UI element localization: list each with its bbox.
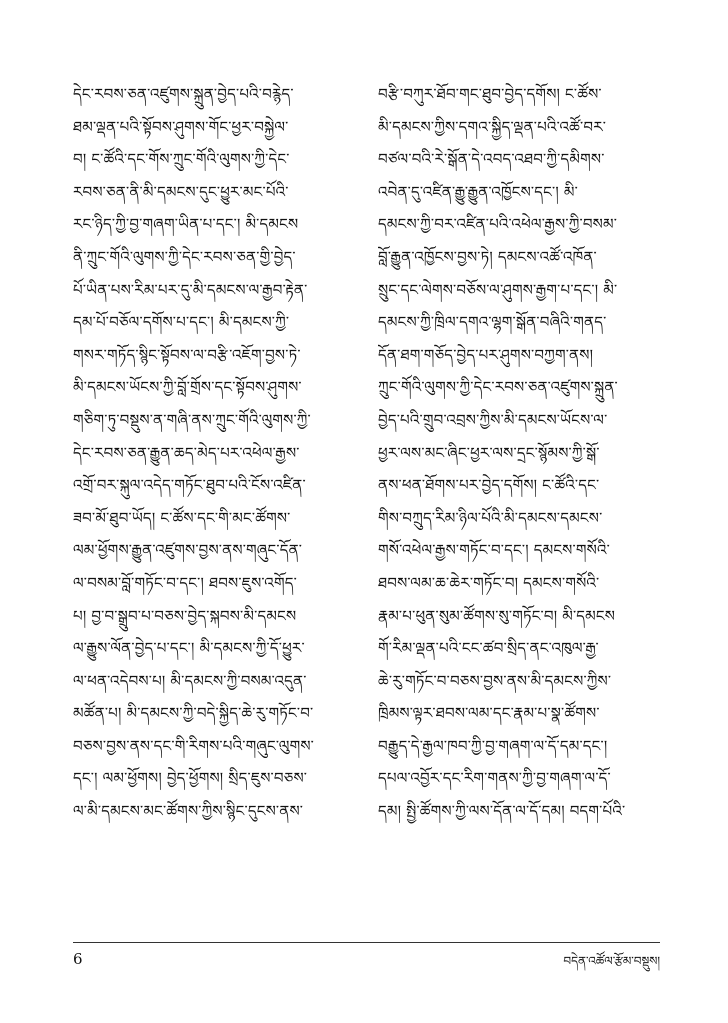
text-line: འབེན་དུ་འཛིན་རྒྱུ་རྒྱུན་འཁྱོངས་དང་། མི་	[378, 182, 578, 201]
text-line: དེང་རབས་ཅན་འཛུགས་སྐྲུན་བྱེད་པའི་བརྙེད་	[73, 85, 294, 103]
text-line: གིས་བཀྲུད་རིམ་ཉིལ་པོའི་མི་དམངས་དམངས་	[378, 508, 603, 527]
text-line: རྣམ་པ་ཕུན་སུམ་ཚོགས་སུ་གཏོང་བ། མི་དམངས	[378, 606, 616, 625]
text-line: ཁྲིམས་ལྟར་ཐབས་ལམ་དང་རྣམ་པ་སྣ་ཚོགས་	[378, 704, 600, 723]
right-text-column	[378, 78, 660, 828]
text-line: ཐབས་ལམ་ཆ་ཆེར་གཏོང་བ། དམངས་གསོའི་	[378, 573, 600, 592]
text-line: ལ་རྒྱུས་ལོན་བྱེད་པ་དང་། མི་དམངས་ཀྱི་དོ་ཕྱུར་	[73, 639, 305, 658]
text-line: ལ་བསམ་བློ་གཏོང་བ་དང་། ཐབས་ཇུས་འགོད་	[73, 573, 297, 592]
text-line: གཅིག་ཏུ་བསྡུས་ན་གཞི་ནས་ཀྲུང་གོའི་ལུགས་ཀྱི་	[73, 410, 311, 429]
text-line: ཕྱར་ལས་མང་ཞིང་ཕྱར་ལས་དྲང་སྙོམས་ཀྱི་སྒོ་	[378, 443, 600, 462]
text-line: ཟབ་མོ་ཐུབ་ཡོད། ང་ཚོས་དང་གི་མང་ཚོགས་	[73, 508, 291, 527]
text-line: ཐམ་ལྡན་པའི་སྟོབས་ཤུགས་གོང་ཕྱར་བསྐྱེལ་	[73, 117, 289, 136]
text-line: པ། བྱ་བ་སྒྲུབ་པ་བཅས་བྱེད་སྐབས་མི་དམངས	[73, 606, 297, 625]
text-line: གོ་རིམ་ལྡན་པའི་ངང་ཚབ་སྲིད་ནང་འཁུལ་རྒྱ་	[378, 639, 599, 658]
text-line: དམངས་ཀྱི་ཁྲིལ་དགའ་ལྷག་སྒོན་བཞིའི་གནད་	[378, 313, 607, 332]
text-line: དམ། སྤྱི་ཚོགས་ཀྱི་ལས་དོན་ལ་དོ་དམ། བདག་པོའི་	[378, 802, 626, 821]
text-line: དམ་པོ་བཅོལ་དགོས་པ་དང་། མི་དམངས་ཀྱི་	[73, 313, 290, 332]
text-line: གསོ་འཕེལ་རྒྱས་གཏོང་བ་དང་། དམངས་གསོའི་	[378, 541, 610, 560]
text-line: འགྲོ་བར་སྐུལ་འདེད་གཏོང་ཐུབ་པའི་ངོས་འཛིན་	[73, 476, 306, 495]
text-line: པོ་ཡིན་པས་རིམ་པར་དུ་མི་དམངས་ལ་རྒྱབ་རྟེན་	[73, 280, 308, 299]
text-line: དེང་རབས་ཅན་རྒྱུན་ཆད་མེད་པར་འཕེལ་རྒྱས་	[73, 443, 300, 462]
text-line: མཚོན་པ། མི་དམངས་ཀྱི་བདེ་སྐྱིད་ཆེ་རུ་གཏོང་བ་	[73, 704, 314, 723]
text-line: བ། ང་ཚོའི་དང་གོས་ཀྲུང་གོའི་ལུགས་ཀྱི་དེང་	[73, 150, 290, 169]
text-line: བརྒྱུད་དེ་རྒྱལ་ཁབ་ཀྱི་བྱ་གཞག་ལ་དོ་དམ་དང་།	[378, 736, 608, 755]
text-line: དོན་ཐག་གཅོད་བྱེད་པར་ཤུགས་བཀྱག་ནས།	[378, 345, 594, 364]
text-line: མི་དམངས་ཀྱིས་དགའ་སྐྱིད་ལྡན་པའི་འཚོ་བར་	[378, 117, 607, 136]
text-line: མི་དམངས་ཡོངས་ཀྱི་བློ་གྲོས་དང་སྟོབས་ཤུགས་	[73, 378, 302, 397]
text-line: གསར་གཏོད་སྙིང་སྟོབས་ལ་བརྩི་འཇོག་བྱས་ཏེ་	[73, 345, 301, 364]
text-line: ལམ་ཕྱོགས་རྒྱུན་འཛུགས་བྱས་ནས་གཞུང་དོན་	[73, 541, 303, 560]
text-line: ཀྲུང་གོའི་ལུགས་ཀྱི་དེང་རབས་ཅན་འཛུགས་སྐྲུན་	[378, 378, 618, 397]
text-line: དམངས་ཀྱི་བར་འཛིན་པའི་འཕེལ་རྒྱས་ཀྱི་བསམ་	[378, 215, 618, 234]
text-line: བློ་རྒྱུན་འཁྱོངས་བྱས་ཏེ། དམངས་འཚོ་འཁོན་	[378, 247, 597, 266]
text-line: ལ་མི་དམངས་མང་ཚོགས་ཀྱིས་སྙིང་དུངས་ནས་	[73, 802, 304, 821]
page-number: 6	[73, 950, 83, 968]
left-text-column	[73, 78, 363, 828]
text-line: བཅས་བྱས་ནས་དང་གི་རིགས་པའི་གཞུང་ལུགས་	[73, 736, 315, 755]
text-line: ལ་ཕན་འདེབས་པ། མི་དམངས་ཀྱི་བསམ་འདུན་	[73, 671, 307, 690]
text-line: བྱེད་པའི་གྲུབ་འབྲས་ཀྱིས་མི་དམངས་ཡོངས་ལ་	[378, 410, 608, 429]
text-line: དང་། ལམ་ཕྱོགས། བྱེད་ཕྱོགས། སྲིད་ཇུས་བཅས་	[73, 769, 308, 788]
text-line: རབས་ཅན་ནི་མི་དམངས་དུང་ཕྱུར་མང་པོའི་	[73, 182, 289, 201]
footer-rule	[73, 942, 660, 943]
text-line: ནི་ཀྲུང་གོའི་ལུགས་ཀྱི་དེང་རབས་ཅན་གྱི་བྱེད་	[73, 247, 296, 266]
text-line: སྲུང་དང་ལེགས་བཅོས་ལ་ཤུགས་རྒྱག་པ་དང་། མི་	[378, 280, 618, 299]
text-line: དཔལ་འབྱོར་དང་རིག་གནས་ཀྱི་བྱ་གཞག་ལ་དོ་	[378, 769, 611, 788]
running-footer-title: བདེན་འཚོལ་རྩོམ་བསྡུས།	[563, 954, 660, 968]
text-line: རང་ཉིད་ཀྱི་བྱ་གཞག་ཡིན་པ་དང་། མི་དམངས	[73, 215, 299, 234]
text-line: ནས་ཕན་ཐོགས་པར་བྱེད་དགོས། ང་ཚོའི་དང་	[378, 476, 600, 495]
text-line: བཙལ་བའི་རེ་སྒོན་དེ་འབད་འཐབ་ཀྱི་དམིགས་	[378, 150, 605, 169]
text-line: བརྩི་བཀུར་ཐོབ་གང་ཐུབ་བྱེད་དགོས། ང་ཚོས་	[378, 85, 602, 103]
text-line: ཆེ་རུ་གཏོང་བ་བཅས་བྱས་ནས་མི་དམངས་ཀྱིས་	[378, 671, 612, 690]
